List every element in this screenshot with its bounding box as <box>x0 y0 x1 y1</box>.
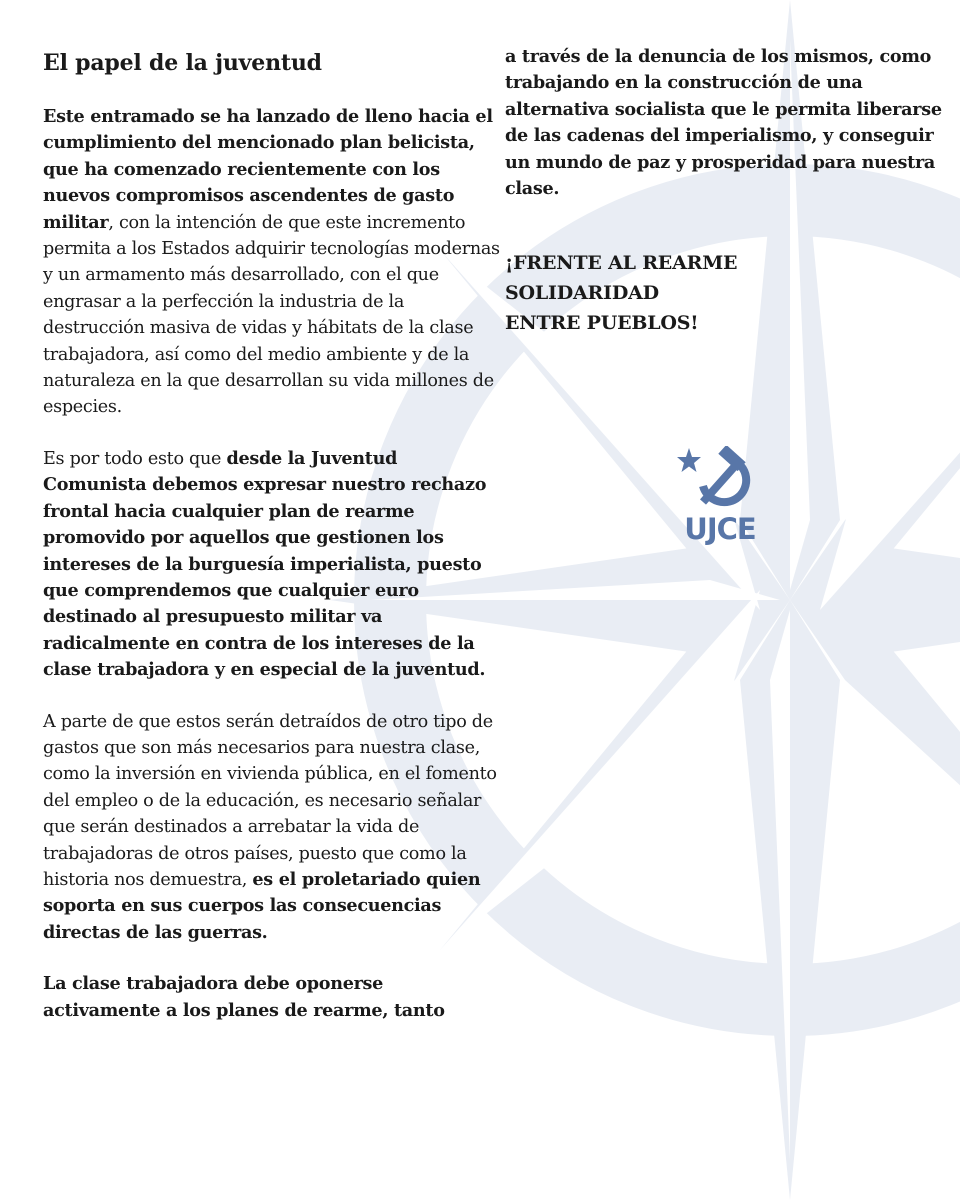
slogan-line-2: SOLIDARIDAD <box>505 282 659 305</box>
paragraph-1-bold: Este entramado se ha lanzado de lleno hacia el cumplimiento del mencionado plan belicista, que ha comenzado recientemente con los nuevos compromisos ascendentes de gasto militar <box>43 106 493 233</box>
paragraph-2 <box>43 446 503 684</box>
paragraph-1-text: , con la intención de que este incremento permita a los Estados adquirir tecnologías modernas y un armamento más desarrollado, con el que engrasar a la perfección la industria de la destrucción masiva de vidas y hábitats de la clase trabajadora, así como del medio ambiente y de la naturaleza en la que desarrollan su vida millones de especies. <box>43 212 500 418</box>
slogan <box>505 248 950 338</box>
section-title: El papel de la juventud <box>43 50 322 76</box>
paragraph-3-bold: es el proletariado quien soporta en sus cuerpos las consecuencias directas de las guerras. <box>43 868 481 943</box>
paragraph-3 <box>43 709 503 947</box>
right-column <box>505 44 950 338</box>
logo-text: UJCE <box>684 512 756 546</box>
slogan-line-1: ¡FRENTE AL REARME <box>505 252 738 275</box>
paragraph-5: a través de la denuncia de los mismos, como trabajando en la construcción de una alternativa socialista que le permita liberarse de las cadenas del imperialismo, y conseguir un mundo de paz y prosperidad para nuestra clase. <box>505 46 942 200</box>
slogan-line-3: ENTRE PUEBLOS! <box>505 312 699 335</box>
paragraph-2-bold: desde la Juventud Comunista debemos expresar nuestro rechazo frontal hacia cualquier plan de rearme promovido por aquellos que gestionen los intereses de la burguesía imperialista, puesto que comprendemos que cualquier euro destinado al presupuesto militar va radicalmente en contra de los intereses de la clase trabajadora y en especial de la juventud. <box>43 447 487 681</box>
star-hammer-sickle-icon <box>675 446 767 512</box>
left-column <box>43 48 503 1049</box>
paragraph-4: La clase trabajadora debe oponerse activamente a los planes de rearme, tanto <box>43 973 445 1021</box>
paragraph-2-text: Es por todo esto que <box>43 448 227 469</box>
paragraph-3-text: A parte de que estos serán detraídos de otro tipo de gastos que son más necesarios para nuestra clase, como la inversión en vivienda pública, en el fomento del empleo o de la educación, es necesario señalar que serán destinados a arrebatar la vida de trabajadoras de otros países, puesto que como la historia nos demuestra, <box>43 711 497 890</box>
paragraph-1 <box>43 104 503 421</box>
ujce-logo <box>675 446 767 546</box>
